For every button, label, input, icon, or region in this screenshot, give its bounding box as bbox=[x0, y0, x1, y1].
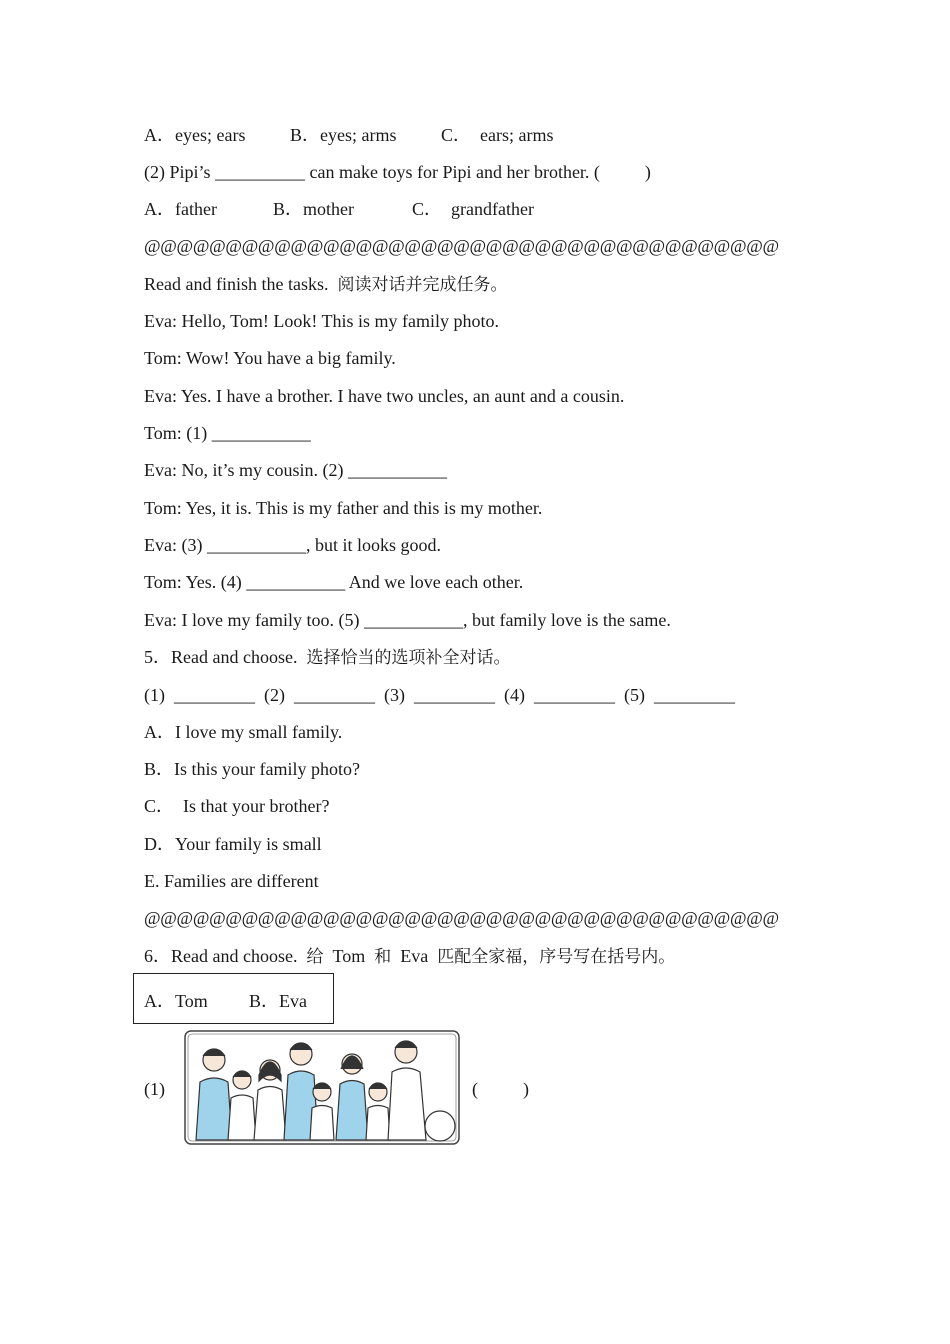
option-b-eyes-arms: B．eyes; arms bbox=[290, 125, 397, 145]
option-b-mother: B．mother bbox=[273, 199, 354, 219]
dialogue-line: Tom: Wow! You have a big family. bbox=[144, 348, 396, 368]
dialogue-line: Tom: Yes, it is. This is my father and this is my mother. bbox=[144, 498, 543, 518]
dialogue-line: Eva: I love my family too. (5) ___________, but family love is the same. bbox=[144, 610, 671, 630]
option-c-ears-arms: C． ears; arms bbox=[441, 125, 554, 145]
item-1-label: (1) bbox=[144, 1079, 165, 1099]
q5-option: A．I love my small family. bbox=[144, 722, 343, 742]
q5-title-en: 5．Read and choose. bbox=[144, 647, 298, 667]
question-6-title bbox=[144, 944, 675, 969]
q5-option: D．Your family is small bbox=[144, 834, 322, 854]
q6-zh-give: 给 bbox=[306, 947, 324, 967]
dialogue-line: Eva: (3) ___________, but it looks good. bbox=[144, 535, 441, 555]
box-option-a-tom: A．Tom bbox=[144, 991, 208, 1011]
q5-option: E. Families are different bbox=[144, 871, 319, 891]
dialogue-line: Eva: Yes. I have a brother. I have two uncles, an aunt and a cousin. bbox=[144, 386, 625, 406]
q6-zh-and: 和 bbox=[374, 947, 392, 967]
option-a-eyes-ears: A．eyes; ears bbox=[144, 125, 246, 145]
answer-paren[interactable]: ( ) bbox=[472, 1079, 529, 1099]
q5-answer-blanks: (1) _________ (2) _________ (3) _________ (4) _________ (5) _________ bbox=[144, 685, 735, 705]
q5-title-zh: 选择恰当的选项补全对话。 bbox=[306, 648, 511, 668]
divider-at-signs: @@@@@@@@@@@@@@@@@@@@@@@@@@@@@@@@@@@@@@@ bbox=[144, 908, 779, 928]
q6-title-en: 6．Read and choose. bbox=[144, 946, 298, 966]
q5-option: B．Is this your family photo? bbox=[144, 759, 360, 779]
dialogue-line: Eva: Hello, Tom! Look! This is my family photo. bbox=[144, 311, 500, 331]
dialogue-line: Tom: Yes. (4) ___________ And we love each other. bbox=[144, 572, 524, 592]
dialogue-line: Tom: (1) ___________ bbox=[144, 423, 311, 443]
box-option-b-eva: B．Eva bbox=[249, 991, 307, 1011]
question-2-pipi: (2) Pipi’s __________ can make toys for Pipi and her brother. ( ) bbox=[144, 162, 651, 182]
instruction-en: Read and finish the tasks. bbox=[144, 274, 329, 294]
q5-option: C． Is that your brother? bbox=[144, 796, 330, 816]
divider-at-signs: @@@@@@@@@@@@@@@@@@@@@@@@@@@@@@@@@@@@@@@ bbox=[144, 236, 779, 256]
option-a-father: A．father bbox=[144, 199, 217, 219]
q6-zh-rest: 匹配全家福，序号写在括号内。 bbox=[437, 947, 676, 967]
family-photo-image bbox=[184, 1030, 460, 1145]
q6-name-tom: Tom bbox=[332, 946, 366, 966]
dialogue-line: Eva: No, it’s my cousin. (2) ___________ bbox=[144, 460, 447, 480]
q6-name-eva: Eva bbox=[400, 946, 429, 966]
question-5-title bbox=[144, 645, 510, 670]
reading-instruction bbox=[144, 272, 507, 297]
option-c-grandfather: C． grandfather bbox=[412, 199, 534, 219]
instruction-zh: 阅读对话并完成任务。 bbox=[337, 275, 508, 295]
